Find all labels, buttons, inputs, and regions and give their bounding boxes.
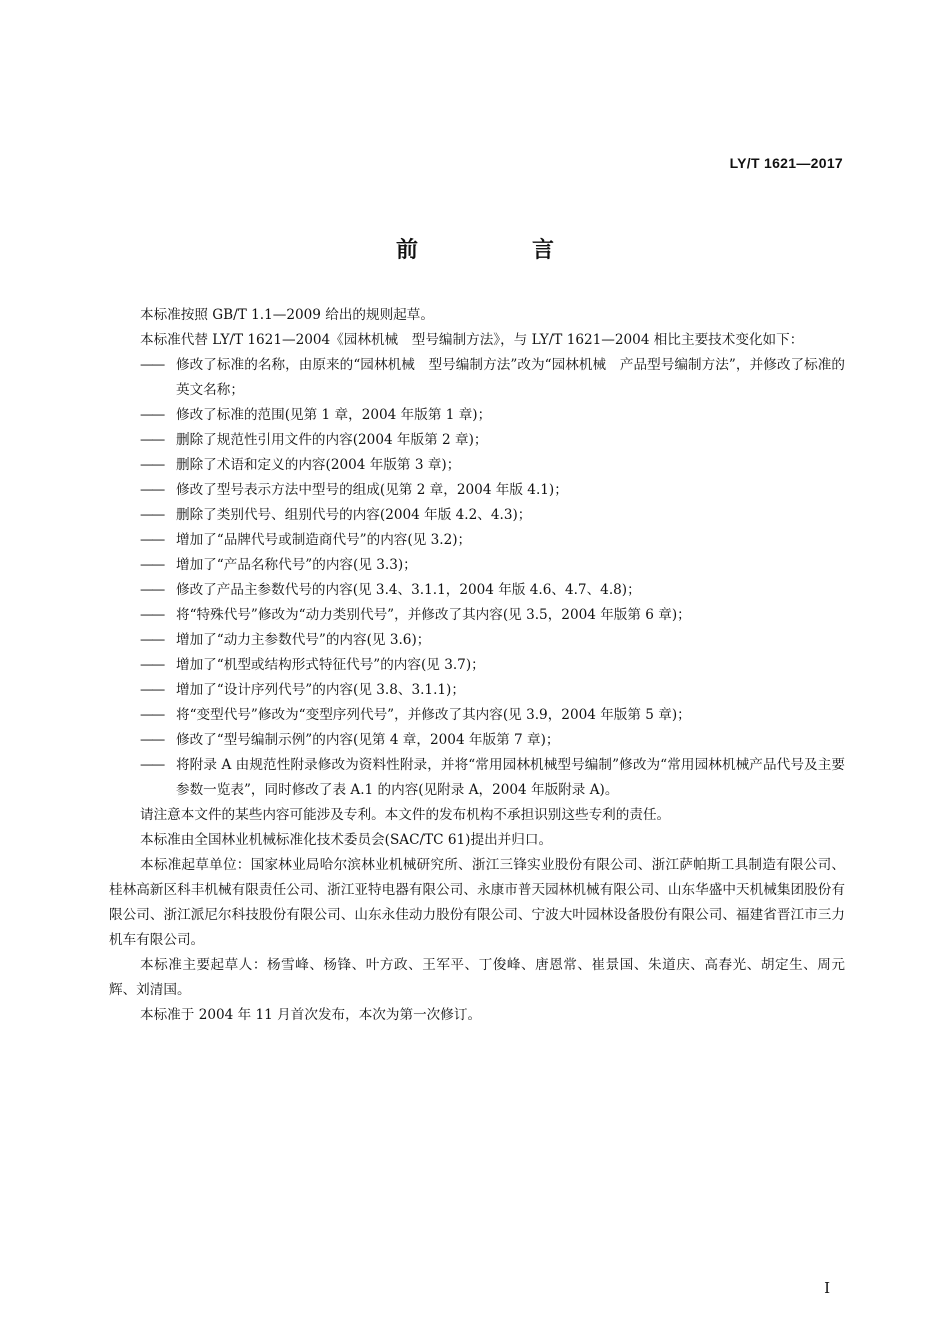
dash-marker: ——	[140, 557, 164, 573]
paragraph-drafting-units: 本标准起草单位：国家林业局哈尔滨林业机械研究所、浙江三锋实业股份有限公司、浙江萨帕斯工具制造有限公司、桂林高新区科丰机械有限责任公司、浙江亚特电器有限公司、永康市普天园林机械有限公司、山东华盛中天机械集团股份有限公司、浙江派尼尔科技股份有限公司、山东永佳动力股份有限公司、宁波大叶园林设备股份有限公司、福建省晋江市三力机车有限公司。	[109, 857, 845, 948]
list-item: —— 删除了规范性引用文件的内容(2004 年版第 2 章)；	[109, 428, 845, 453]
dash-marker: ——	[140, 532, 164, 548]
dash-marker: ——	[140, 632, 164, 648]
list-item: —— 增加了“品牌代号或制造商代号”的内容(见 3.2)；	[109, 528, 845, 553]
list-item: —— 增加了“设计序列代号”的内容(见 3.8、3.1.1)；	[109, 678, 845, 703]
dash-marker: ——	[140, 357, 164, 373]
foreword-body	[109, 303, 845, 1028]
changes-list	[109, 353, 845, 803]
list-item: —— 删除了术语和定义的内容(2004 年版第 3 章)；	[109, 453, 845, 478]
dash-marker: ——	[140, 582, 164, 598]
dash-marker: ——	[140, 482, 164, 498]
list-item: —— 删除了类别代号、组别代号的内容(2004 年版 4.2、4.3)；	[109, 503, 845, 528]
dash-marker: ——	[140, 757, 164, 773]
list-item: —— 增加了“机型或结构形式特征代号”的内容(见 3.7)；	[109, 653, 845, 678]
list-item: —— 修改了型号表示方法中型号的组成(见第 2 章，2004 年版 4.1)；	[109, 478, 845, 503]
page-title: 前 言	[395, 237, 600, 263]
dash-marker: ——	[140, 732, 164, 748]
paragraph-patent-notice: 请注意本文件的某些内容可能涉及专利。本文件的发布机构不承担识别这些专利的责任。	[140, 807, 671, 823]
dash-marker: ——	[140, 407, 164, 423]
dash-marker: ——	[140, 707, 164, 723]
paragraph-drafting-rules: 本标准按照 GB/T 1.1—2009 给出的规则起草。	[140, 307, 434, 323]
page-number: I	[824, 1279, 830, 1297]
dash-marker: ——	[140, 682, 164, 698]
dash-marker: ——	[140, 507, 164, 523]
list-item: —— 增加了“产品名称代号”的内容(见 3.3)；	[109, 553, 845, 578]
paragraph-proposer: 本标准由全国林业机械标准化技术委员会(SAC/TC 61)提出并归口。	[140, 832, 553, 848]
dash-marker: ——	[140, 657, 164, 673]
list-item: —— 将“特殊代号”修改为“动力类别代号”，并修改了其内容(见 3.5，2004 年版第 6 章)；	[109, 603, 845, 628]
paragraph-replacement: 本标准代替 LY/T 1621—2004《园林机械 型号编制方法》，与 LY/T 1621—2004 相比主要技术变化如下：	[140, 332, 804, 348]
list-item: —— 将“变型代号”修改为“变型序列代号”，并修改了其内容(见 3.9，2004 年版第 5 章)；	[109, 703, 845, 728]
list-item: —— 修改了标准的范围(见第 1 章，2004 年版第 1 章)；	[109, 403, 845, 428]
paragraph-history: 本标准于 2004 年 11 月首次发布，本次为第一次修订。	[140, 1007, 482, 1023]
paragraph-drafters: 本标准主要起草人：杨雪峰、杨锋、叶方政、王军平、丁俊峰、唐恩常、崔景国、朱道庆、高春光、胡定生、周元辉、刘清国。	[109, 957, 845, 998]
dash-marker: ——	[140, 432, 164, 448]
list-item: —— 增加了“动力主参数代号”的内容(见 3.6)；	[109, 628, 845, 653]
dash-marker: ——	[140, 607, 164, 623]
standard-code: LY/T 1621—2017	[729, 155, 843, 171]
list-item: —— 将附录 A 由规范性附录修改为资料性附录，并将“常用园林机械型号编制”修改为“常用园林机械产品代号及主要参数一览表”，同时修改了表 A.1 的内容(见附录 A，2004 年版附录 A)。	[109, 753, 845, 803]
dash-marker: ——	[140, 457, 164, 473]
list-item: —— 修改了“型号编制示例”的内容(见第 4 章，2004 年版第 7 章)；	[109, 728, 845, 753]
list-item: —— 修改了产品主参数代号的内容(见 3.4、3.1.1，2004 年版 4.6、4.7、4.8)；	[109, 578, 845, 603]
list-item: —— 修改了标准的名称，由原来的“园林机械 型号编制方法”改为“园林机械 产品型号编制方法”，并修改了标准的英文名称；	[109, 353, 845, 403]
